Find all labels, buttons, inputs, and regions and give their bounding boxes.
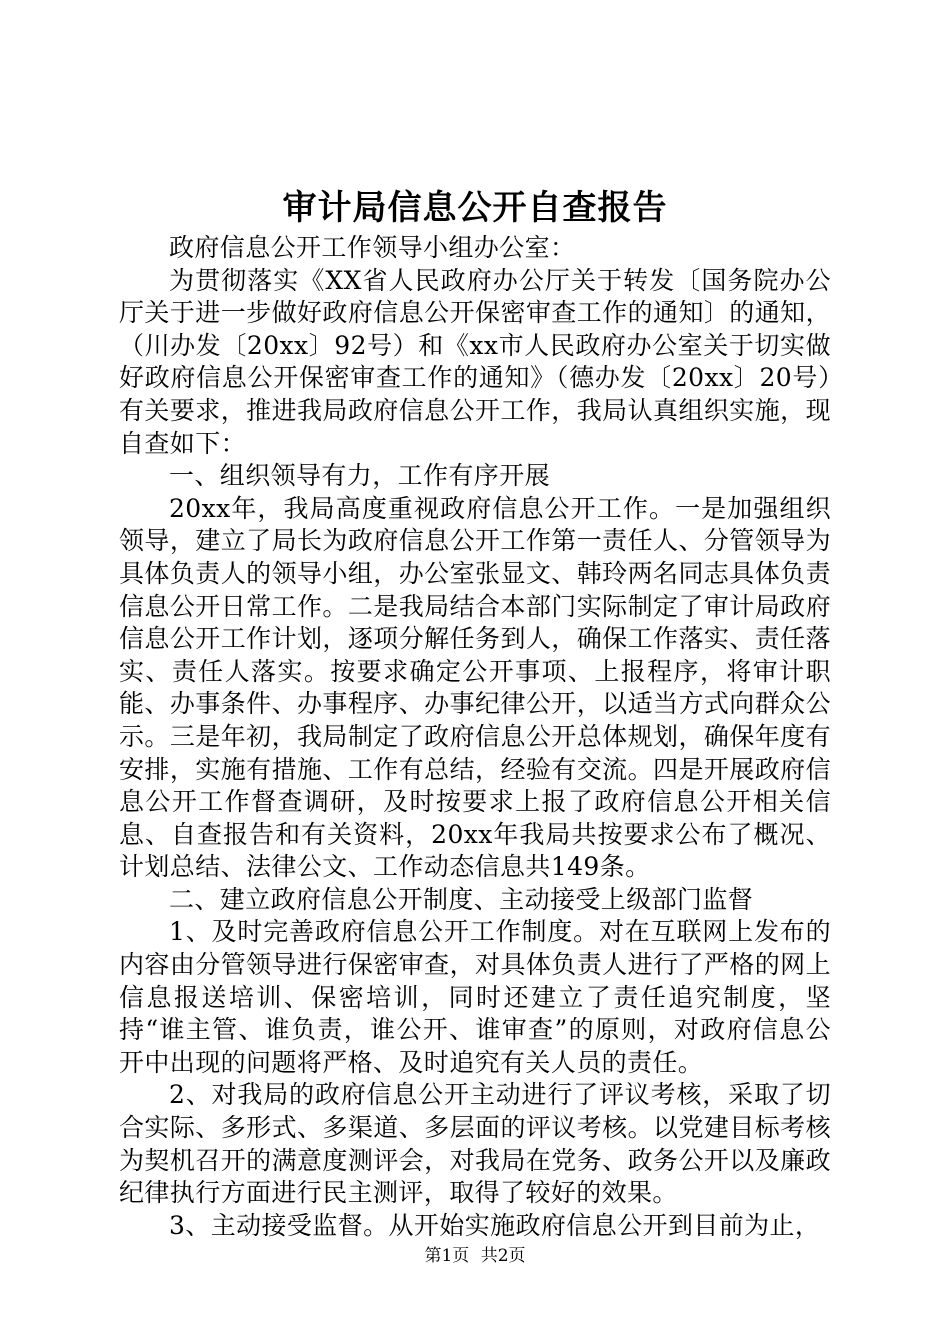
- page-total: 共2页: [480, 1246, 526, 1266]
- page-number: 第1页: [424, 1246, 470, 1266]
- item-3-paragraph: 3、主动接受监督。从开始实施政府信息公开到目前为止，: [169, 1210, 821, 1240]
- item-2-paragraph: 2、对我局的政府信息公开主动进行了评议考核，采取了切合实际、多形式、多渠道、多层面的评议考核。以党建目标考核为契机召开的满意度测评会，对我局在党务、政务公开以及廉政纪律执行方面进行民主测评，取得了较好的效果。: [119, 1080, 831, 1208]
- document-title: 审计局信息公开自查报告: [282, 188, 668, 228]
- section-1-paragraph: 20xx年，我局高度重视政府信息公开工作。一是加强组织领导，建立了局长为政府信息公开工作第一责任人、分管领导为具体负责人的领导小组，办公室张显文、韩玲两名同志具体负责信息公开日常工作。二是我局结合本部门实际制定了审计局政府信息公开工作计划，逐项分解任务到人，确保工作落实、责任落实、责任人落实。按要求确定公开事项、上报程序，将审计职能、办事条件、办事程序、办事纪律公开，以适当方式向群众公示。三是年初，我局制定了政府信息公开总体规划，确保年度有安排，实施有措施、工作有总结，经验有交流。四是开展政府信息公开工作督查调研，及时按要求上报了政府信息公开相关信息、自查报告和有关资料，20xx年我局共按要求公布了概况、计划总结、法律公文、工作动态信息共149条。: [119, 493, 831, 882]
- document-body: [119, 232, 831, 1242]
- item-1-paragraph: 1、及时完善政府信息公开工作制度。对在互联网上发布的内容由分管领导进行保密审查，对具体负责人进行了严格的网上信息报送培训、保密培训，同时还建立了责任追究制度，坚持“谁主管、谁负责，谁公开、谁审查”的原则，对政府信息公开中出现的问题将严格、及时追究有关人员的责任。: [119, 917, 831, 1077]
- salutation: 政府信息公开工作领导小组办公室：: [169, 233, 576, 262]
- page-footer: [0, 1244, 950, 1268]
- section-heading-1: 一、组织领导有力，工作有序开展: [169, 461, 551, 491]
- intro-paragraph: 为贯彻落实《XX省人民政府办公厅关于转发〔国务院办公厅关于进一步做好政府信息公开保密审查工作的通知〕的通知，（川办发〔20xx〕92号）和《xx市人民政府办公室关于切实做好政府信息公开保密审查工作的通知》（德办发〔20xx〕20号）有关要求，推进我局政府信息公开工作，我局认真组织实施，现自查如下：: [119, 265, 831, 458]
- section-heading-2: 二、建立政府信息公开制度、主动接受上级部门监督: [169, 884, 754, 914]
